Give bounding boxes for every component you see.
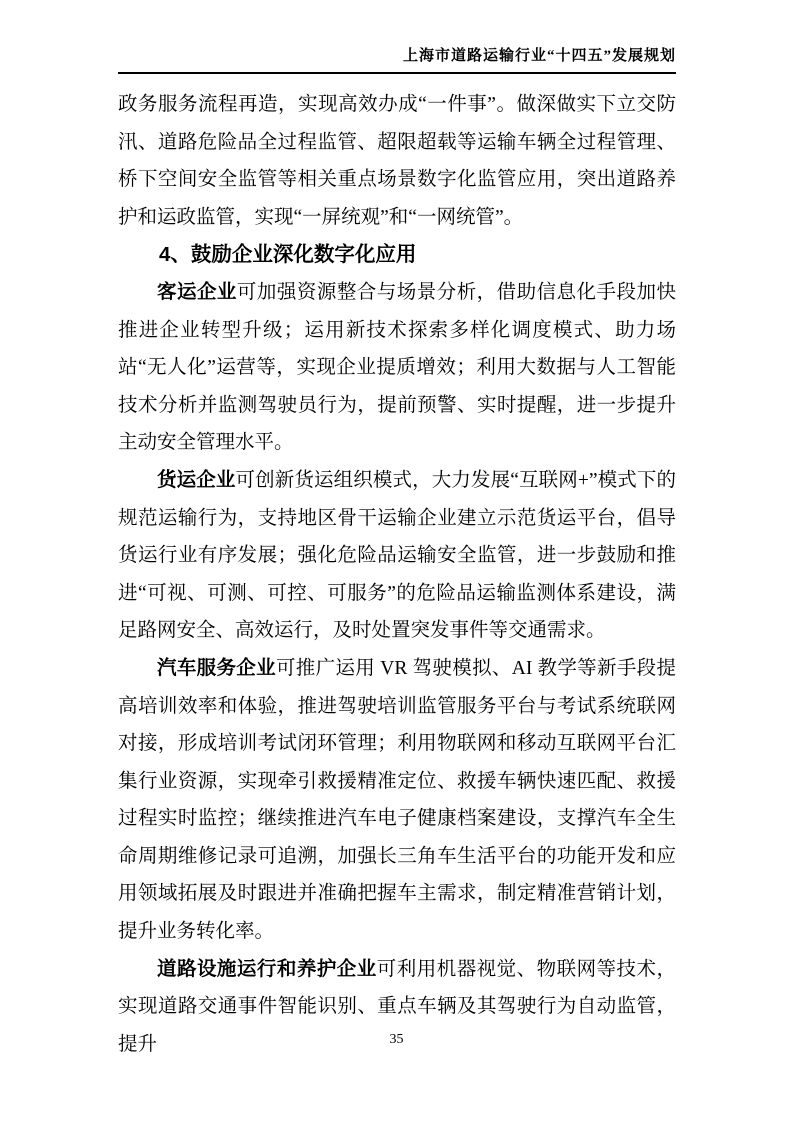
paragraph-text: 可利用机器视觉、物联网等技术，实现道路交通事件智能识别、重点车辆及其驾驶行为自动监管，提升 bbox=[118, 958, 676, 1055]
page-header bbox=[118, 44, 676, 74]
paragraph-freight-transport bbox=[118, 462, 676, 650]
paragraph-lead-in: 道路设施运行和养护企业 bbox=[157, 958, 377, 980]
page-footer bbox=[0, 1032, 793, 1048]
paragraph-lead-in: 汽车服务企业 bbox=[157, 657, 276, 679]
paragraph-text: 可创新货运组织模式，大力发展“互联网+”模式下的规范运输行为，支持地区骨干运输企业建立示范货运平台，倡导货运行业有序发展；强化危险品运输安全监管，进一步鼓励和推进“可视、可测、可控、可服务”的危险品运输监测体系建设，满足路网安全、高效运行，及时处置突发事件等交通需求。 bbox=[118, 469, 676, 642]
header-title: 上海市道路运输行业“十四五”发展规划 bbox=[402, 48, 676, 64]
paragraph-lead-in: 货运企业 bbox=[157, 469, 236, 491]
paragraph-auto-service bbox=[118, 650, 676, 951]
paragraph-lead-in: 客运企业 bbox=[157, 281, 237, 303]
paragraph-passenger-transport bbox=[118, 274, 676, 462]
page-number: 35 bbox=[389, 1032, 404, 1047]
paragraph-intro-continued: 政务服务流程再造，实现高效办成“一件事”。做深做实下立交防汛、道路危险品全过程监管、超限超载等运输车辆全过程管理、桥下空间安全监管等相关重点场景数字化监管应用，突出道路养护和运政监管，实现“一屏统观”和“一网统管”。 bbox=[118, 94, 676, 228]
paragraph-text: 可推广运用 VR 驾驶模拟、AI 教学等新手段提高培训效率和体验，推进驾驶培训监管服务平台与考试系统联网对接，形成培训考试闭环管理；利用物联网和移动互联网平台汇集行业资源，实现牵引救援精准定位、救援车辆快速匹配、救援过程实时监控；继续推进汽车电子健康档案建设，支撑汽车全生命周期维修记录可追溯，加强长三角车生活平台的功能开发和应用领域拓展及时跟进并准确把握车主需求，制定精准营销计划，提升业务转化率。 bbox=[118, 657, 676, 943]
document-body bbox=[118, 86, 676, 1063]
paragraph-text: 可加强资源整合与场景分析，借助信息化手段加快推进企业转型升级；运用新技术探索多样化调度模式、助力场站“无人化”运营等，实现企业提质增效；利用大数据与人工智能技术分析并监测驾驶员行为，提前预警、实时提醒，进一步提升主动安全管理水平。 bbox=[118, 281, 676, 454]
section-heading: 4、鼓励企业深化数字化应用 bbox=[159, 243, 417, 267]
